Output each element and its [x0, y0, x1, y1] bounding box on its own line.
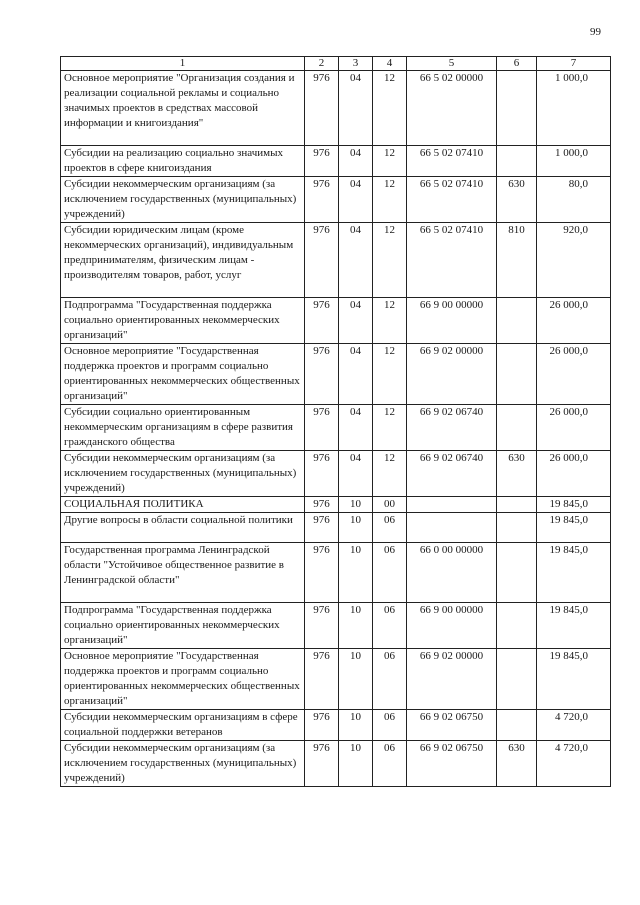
row-sum-cell: 920,0	[537, 223, 611, 298]
row-name-cell: Государственная программа Ленинградской области "Устойчивое общественное развитие в Ленинградской области"	[61, 543, 305, 603]
row-sum-cell: 1 000,0	[537, 71, 611, 146]
row-name-cell: Основное мероприятие "Организация создания и реализации социальной рекламы и социально значимых проектов в средствах массовой информации и книгоиздания"	[61, 71, 305, 146]
row-rz-cell: 10	[339, 497, 373, 513]
table-row	[61, 451, 611, 497]
row-csr-cell: 66 5 02 07410	[407, 223, 497, 298]
page-number: 99	[590, 26, 601, 38]
row-pr-cell: 06	[373, 603, 407, 649]
row-csr-cell: 66 5 02 07410	[407, 146, 497, 177]
row-name-cell: Субсидии некоммерческим организациям в сфере социальной поддержки ветеранов	[61, 710, 305, 741]
column-header: 4	[373, 57, 407, 71]
row-csr-cell: 66 5 02 07410	[407, 177, 497, 223]
row-rz-cell: 04	[339, 223, 373, 298]
row-rz-cell: 04	[339, 344, 373, 405]
row-rz-cell: 04	[339, 177, 373, 223]
row-name-cell: Подпрограмма "Государственная поддержка социально ориентированных некоммерческих организаций"	[61, 603, 305, 649]
row-gr-cell: 976	[305, 71, 339, 146]
column-header: 3	[339, 57, 373, 71]
row-name-cell: Субсидии на реализацию социально значимых проектов в сфере книгоиздания	[61, 146, 305, 177]
row-gr-cell: 976	[305, 513, 339, 543]
row-name-cell: Субсидии некоммерческим организациям (за исключением государственных (муниципальных) учреждений)	[61, 741, 305, 787]
row-rz-cell: 10	[339, 543, 373, 603]
row-pr-cell: 00	[373, 497, 407, 513]
row-rz-cell: 10	[339, 513, 373, 543]
table-row	[61, 649, 611, 710]
row-vr-cell: 810	[497, 223, 537, 298]
row-sum-cell: 26 000,0	[537, 451, 611, 497]
row-gr-cell: 976	[305, 405, 339, 451]
row-gr-cell: 976	[305, 603, 339, 649]
row-sum-cell: 1 000,0	[537, 146, 611, 177]
row-vr-cell	[497, 344, 537, 405]
row-pr-cell: 06	[373, 649, 407, 710]
row-gr-cell: 976	[305, 543, 339, 603]
table-row	[61, 497, 611, 513]
row-vr-cell	[497, 603, 537, 649]
row-pr-cell: 06	[373, 710, 407, 741]
row-gr-cell: 976	[305, 223, 339, 298]
row-rz-cell: 10	[339, 603, 373, 649]
row-rz-cell: 04	[339, 298, 373, 344]
row-csr-cell: 66 5 02 00000	[407, 71, 497, 146]
row-csr-cell: 66 9 02 06740	[407, 451, 497, 497]
row-gr-cell: 976	[305, 344, 339, 405]
row-pr-cell: 12	[373, 146, 407, 177]
row-sum-cell: 19 845,0	[537, 513, 611, 543]
row-sum-cell: 19 845,0	[537, 649, 611, 710]
row-csr-cell: 66 9 02 06740	[407, 405, 497, 451]
row-sum-cell: 4 720,0	[537, 741, 611, 787]
column-header: 7	[537, 57, 611, 71]
row-name-cell: СОЦИАЛЬНАЯ ПОЛИТИКА	[61, 497, 305, 513]
row-sum-cell: 26 000,0	[537, 405, 611, 451]
row-sum-cell: 80,0	[537, 177, 611, 223]
row-rz-cell: 10	[339, 710, 373, 741]
row-csr-cell: 66 9 00 00000	[407, 298, 497, 344]
row-name-cell: Субсидии некоммерческим организациям (за исключением государственных (муниципальных) учреждений)	[61, 177, 305, 223]
row-csr-cell	[407, 513, 497, 543]
row-sum-cell: 19 845,0	[537, 543, 611, 603]
row-vr-cell: 630	[497, 177, 537, 223]
row-name-cell: Подпрограмма "Государственная поддержка социально ориентированных некоммерческих организаций"	[61, 298, 305, 344]
table-row	[61, 177, 611, 223]
column-header: 5	[407, 57, 497, 71]
row-vr-cell	[497, 543, 537, 603]
row-pr-cell: 12	[373, 177, 407, 223]
table-row	[61, 543, 611, 603]
row-csr-cell: 66 9 02 06750	[407, 741, 497, 787]
row-gr-cell: 976	[305, 177, 339, 223]
row-vr-cell	[497, 71, 537, 146]
row-rz-cell: 04	[339, 71, 373, 146]
row-sum-cell: 26 000,0	[537, 298, 611, 344]
row-gr-cell: 976	[305, 741, 339, 787]
table-row	[61, 405, 611, 451]
row-sum-cell: 19 845,0	[537, 603, 611, 649]
row-csr-cell: 66 0 00 00000	[407, 543, 497, 603]
row-gr-cell: 976	[305, 146, 339, 177]
row-rz-cell: 10	[339, 649, 373, 710]
row-pr-cell: 12	[373, 451, 407, 497]
row-csr-cell: 66 9 02 00000	[407, 649, 497, 710]
row-csr-cell	[407, 497, 497, 513]
column-header: 6	[497, 57, 537, 71]
row-vr-cell	[497, 497, 537, 513]
table-row	[61, 146, 611, 177]
row-rz-cell: 04	[339, 405, 373, 451]
row-vr-cell	[497, 649, 537, 710]
row-pr-cell: 12	[373, 405, 407, 451]
row-csr-cell: 66 9 00 00000	[407, 603, 497, 649]
table-row	[61, 603, 611, 649]
row-rz-cell: 04	[339, 451, 373, 497]
row-csr-cell: 66 9 02 00000	[407, 344, 497, 405]
row-name-cell: Основное мероприятие "Государственная поддержка проектов и программ социально ориентированных некоммерческих общественных организаций"	[61, 344, 305, 405]
table-row	[61, 710, 611, 741]
row-pr-cell: 12	[373, 344, 407, 405]
row-vr-cell	[497, 513, 537, 543]
table-row	[61, 513, 611, 543]
row-vr-cell	[497, 405, 537, 451]
column-header: 1	[61, 57, 305, 71]
row-pr-cell: 12	[373, 223, 407, 298]
budget-table	[60, 56, 611, 787]
row-csr-cell: 66 9 02 06750	[407, 710, 497, 741]
header-row	[61, 57, 611, 71]
row-name-cell: Субсидии юридическим лицам (кроме некоммерческих организаций), индивидуальным предпринимателям, физическим лицам - производителям товаров, работ, услуг	[61, 223, 305, 298]
row-vr-cell	[497, 298, 537, 344]
row-vr-cell: 630	[497, 741, 537, 787]
table-row	[61, 344, 611, 405]
row-rz-cell: 10	[339, 741, 373, 787]
row-pr-cell: 12	[373, 298, 407, 344]
row-gr-cell: 976	[305, 298, 339, 344]
row-sum-cell: 26 000,0	[537, 344, 611, 405]
row-name-cell: Другие вопросы в области социальной политики	[61, 513, 305, 543]
row-sum-cell: 4 720,0	[537, 710, 611, 741]
table-row	[61, 298, 611, 344]
row-gr-cell: 976	[305, 497, 339, 513]
row-pr-cell: 06	[373, 513, 407, 543]
row-gr-cell: 976	[305, 451, 339, 497]
row-rz-cell: 04	[339, 146, 373, 177]
row-name-cell: Субсидии социально ориентированным некоммерческим организациям в сфере развития гражданского общества	[61, 405, 305, 451]
row-gr-cell: 976	[305, 649, 339, 710]
row-name-cell: Основное мероприятие "Государственная поддержка проектов и программ социально ориентированных некоммерческих общественных организаций"	[61, 649, 305, 710]
column-header: 2	[305, 57, 339, 71]
row-vr-cell: 630	[497, 451, 537, 497]
row-vr-cell	[497, 710, 537, 741]
row-sum-cell: 19 845,0	[537, 497, 611, 513]
row-pr-cell: 06	[373, 741, 407, 787]
row-vr-cell	[497, 146, 537, 177]
row-pr-cell: 12	[373, 71, 407, 146]
table-row	[61, 223, 611, 298]
row-pr-cell: 06	[373, 543, 407, 603]
table-row	[61, 71, 611, 146]
row-gr-cell: 976	[305, 710, 339, 741]
row-name-cell: Субсидии некоммерческим организациям (за исключением государственных (муниципальных) учреждений)	[61, 451, 305, 497]
table-row	[61, 741, 611, 787]
